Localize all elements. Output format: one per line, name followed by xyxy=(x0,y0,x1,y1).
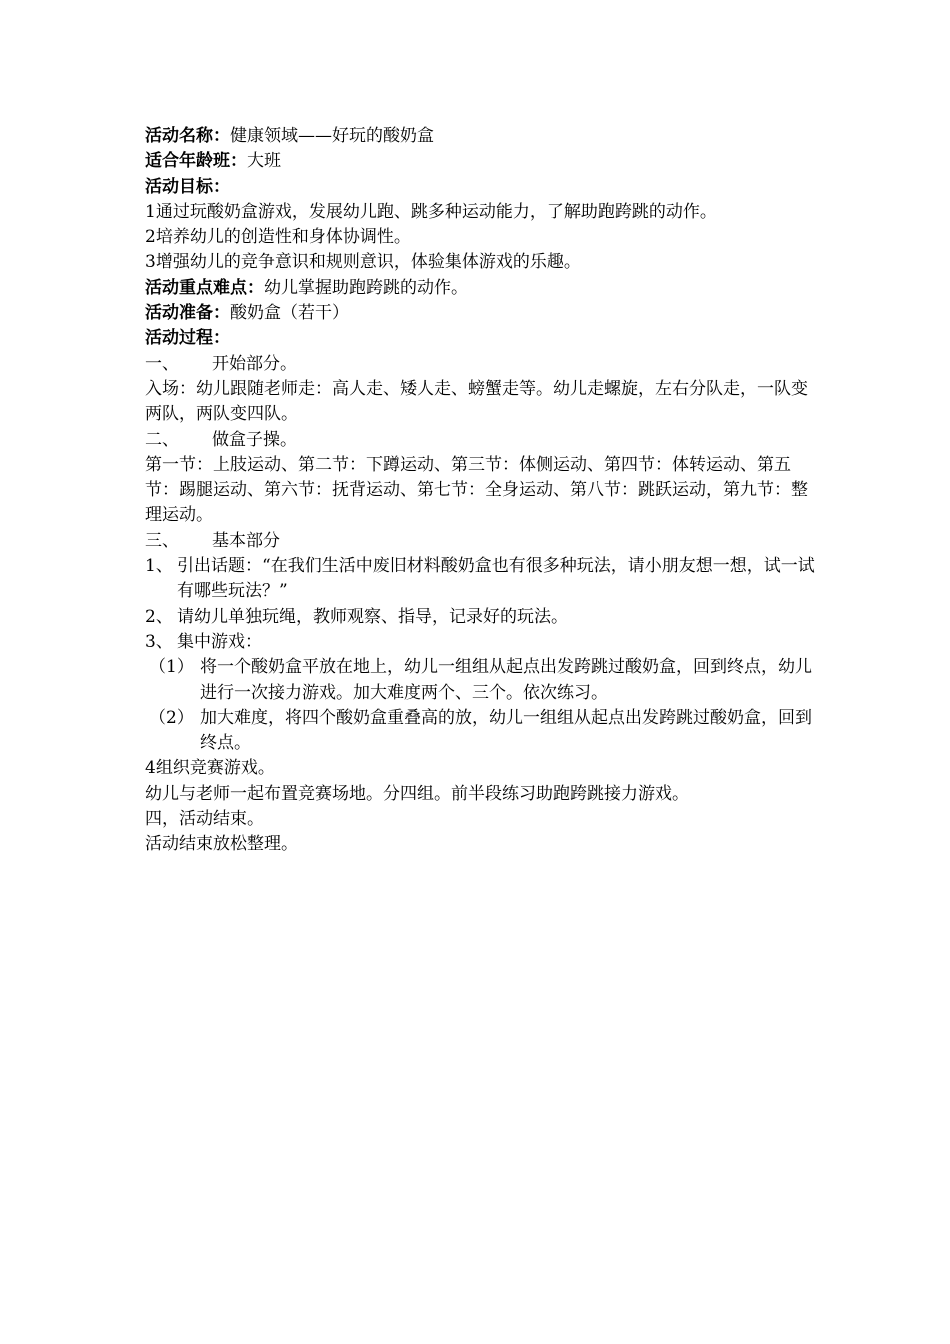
key-points-label: 活动重点难点： xyxy=(145,277,264,298)
goal-item-2: 2培养幼儿的创造性和身体协调性。 xyxy=(145,227,411,248)
preparation-value: 酸奶盒（若干） xyxy=(230,303,349,324)
key-points-line xyxy=(145,276,815,301)
preparation-label: 活动准备： xyxy=(145,303,230,324)
list-item-2-text: 请幼儿单独玩绳，教师观察、指导，记录好的玩法。 xyxy=(177,606,568,627)
part4-heading: 四，活动结束。 xyxy=(145,809,264,830)
part1-number: 一、 xyxy=(145,353,179,374)
list-item-1 xyxy=(145,554,815,605)
goals-heading: 活动目标： xyxy=(145,176,230,197)
age-group-line xyxy=(145,149,815,174)
key-points-value: 幼儿掌握助跑跨跳的动作。 xyxy=(264,277,468,298)
part2-title: 做盒子操。 xyxy=(212,429,297,450)
list-item-3-text: 集中游戏： xyxy=(177,631,262,652)
sub-item-1 xyxy=(145,655,815,706)
part2-number: 二、 xyxy=(145,429,179,450)
list-item-4: 4组织竞赛游戏。 xyxy=(145,758,275,779)
age-group-label: 适合年龄班： xyxy=(145,151,247,172)
part1-title: 开始部分。 xyxy=(212,353,297,374)
document-page xyxy=(145,124,815,858)
part1-paragraph: 入场：幼儿跟随老师走：高人走、矮人走、螃蟹走等。幼儿走螺旋，左右分队走，一队变两队，两队变四队。 xyxy=(145,378,808,425)
part3-heading xyxy=(145,529,815,554)
part1-heading xyxy=(145,352,815,377)
activity-name-value: 健康领域——好玩的酸奶盒 xyxy=(230,126,434,146)
sub-item-1-text: 将一个酸奶盒平放在地上，幼儿一组组从起点出发跨跳过酸奶盒，回到终点，幼儿进行一次接力游戏。加大难度两个、三个。依次练习。 xyxy=(200,657,812,703)
list-item-2 xyxy=(145,605,815,630)
part2-heading xyxy=(145,428,815,453)
sub-item-2-number: （2） xyxy=(149,707,194,728)
list-item-3-number: 3、 xyxy=(145,631,173,652)
activity-name-label: 活动名称： xyxy=(145,126,230,146)
sub-item-2-text: 加大难度，将四个酸奶盒重叠高的放，幼儿一组组从起点出发跨跳过酸奶盒，回到终点。 xyxy=(200,707,812,754)
list-item-3 xyxy=(145,630,815,655)
sub-item-2 xyxy=(145,706,815,757)
list-item-1-text: 引出话题：“在我们生活中废旧材料酸奶盒也有很多种玩法，请小朋友想一想，试一试有哪些玩法？” xyxy=(177,556,815,602)
list-item-4-detail: 幼儿与老师一起布置竞赛场地。分四组。前半段练习助跑跨跳接力游戏。 xyxy=(145,783,689,804)
goal-item-3: 3增强幼儿的竞争意识和规则意识，体验集体游戏的乐趣。 xyxy=(145,252,581,273)
preparation-line xyxy=(145,301,815,326)
list-item-1-number: 1、 xyxy=(145,556,173,577)
part2-paragraph: 第一节：上肢运动、第二节：下蹲运动、第三节：体侧运动、第四节：体转运动、第五节：踢腿运动、第六节：抚背运动、第七节：全身运动、第八节：跳跃运动，第九节：整理运动。 xyxy=(145,454,808,526)
goal-item-1: 1通过玩酸奶盒游戏，发展幼儿跑、跳多种运动能力，了解助跑跨跳的动作。 xyxy=(145,201,717,222)
ending-line: 活动结束放松整理。 xyxy=(145,834,298,855)
part3-title: 基本部分 xyxy=(212,530,280,551)
list-item-2-number: 2、 xyxy=(145,606,173,627)
activity-name-line xyxy=(145,124,815,149)
process-heading: 活动过程： xyxy=(145,328,230,349)
age-group-value: 大班 xyxy=(247,151,281,172)
part3-number: 三、 xyxy=(145,530,179,551)
sub-item-1-number: （1） xyxy=(149,657,194,678)
